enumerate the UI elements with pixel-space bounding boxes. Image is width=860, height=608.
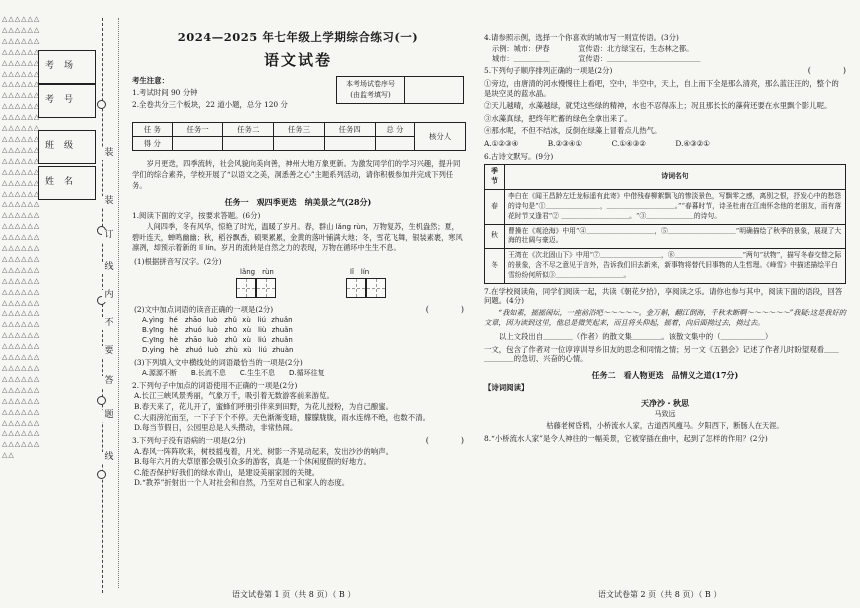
- pinyin-boxes: lǎng rùn lǐ lín: [128, 268, 468, 302]
- page-footer-2: 语文试卷第 2 页（共 8 页）（ B ）: [598, 589, 722, 599]
- question-1: 1.阅读下面的文字，按要求答题。(6分): [132, 210, 261, 220]
- score-cell[interactable]: [274, 137, 325, 151]
- option[interactable]: D.“教养”折射出一个人对社会和自然，乃至对自己和家人的态度。: [134, 478, 350, 488]
- score-table: 任 务 任务一 任务二 任务三 任务四 总 分 核分人 得 分: [132, 122, 466, 151]
- binding-char: 要: [102, 346, 116, 358]
- binding-char: 不: [102, 318, 116, 330]
- option[interactable]: A.春风一阵阵吹来，树枝摇曳着，月光、树影一齐晃动起来，发出沙沙的响声。: [134, 446, 393, 456]
- decorative-border: △△△△△△△△△△△△△△△△△△△△△△△△△△△△△△△△△△△△△△△△△△△△△△△△△△△△△△△△△△△△△△△△△△△△△△△△△△△△△△△△△△△△△△△△△△△△△△△△△△△△△△△△△△△△△△△△△△△△△△△△△△△△△△△△△△△△△△△△△△△△△△△△△△△△△△△△△△△△△△△△△△△△△△△△△△△△△△△△△△△△△△△△△△△△△△△△△△△△△△△△△△△△△△△△△△△△△△△△△△△△△△△△△△△△△△△△△△△△△△△△△△: [2, 15, 41, 460]
- poem-row[interactable]: 曹操在《观沧海》中用“④＿＿＿＿＿＿＿＿＿＿，⑤＿＿＿＿＿＿＿＿＿＿”明确描绘了秋季的景象，展现了大海的壮阔与豪迈。: [505, 224, 846, 249]
- option[interactable]: C.能否保护好我们的绿水青山，是建设美丽家园的关键。: [134, 467, 320, 477]
- binding-char: 装: [102, 148, 116, 160]
- binding-char: 内: [102, 290, 116, 302]
- exam-title: 2024—2025 年七年级上学期综合练习(一): [177, 30, 419, 44]
- reading-passage: 人间四季，冬有风华，惊艳了时光，温暖了岁月。春，群山 lǎng rùn，万物复苏，生机盎然；夏，碧叶连天，蝉鸣幽幽；秋，稻谷飘香，硕果累累，金黄的落叶铺满大地；冬，雪花飞舞，银装素裹，寒风凛冽，却预示着新的 lǐ lín。岁月的流转是自然之力的表现，万物在循环中生生不息。: [132, 222, 463, 253]
- seat-number-input[interactable]: [405, 77, 463, 103]
- cut-line: [118, 18, 119, 588]
- score-cell[interactable]: [172, 137, 223, 151]
- task1-title: 任务一 观四季更迭 纳美景之气(28分): [224, 197, 372, 208]
- poem-table: 季节 诗词名句 春 李白在《闻王昌龄左迁龙标遥有此寄》中借残春柳絮飘飞的惨淡景色，写飘零之感，离别之恨，抒发心中的愁怨的诗句是“①＿＿＿＿＿＿＿＿，＿＿＿＿＿＿＿＿＿＿。”“春暮时节，诗圣杜甫在江南怀念他的老朋友，而有落花时节又逢君”② ＿＿＿＿＿＿＿＿＿＿。“③＿＿＿＿＿＿＿的诗句。 秋 曹操在《观沧海》中用“④＿＿＿＿＿＿＿＿＿＿，⑤＿＿＿＿＿＿＿＿＿＿”明确描绘了秋季的景象，展现了大海的壮阔与豪迈。 冬 王湾在《次北固山下》中用“⑦＿＿＿＿＿＿＿＿＿，⑧＿＿＿＿＿＿＿＿＿＿”两句“状物”，描写冬春交替之际的景象，含不尽之意见于言外，告诉我们旧去新来，新事物将替代旧事物的人生哲理。《峰雪》中描述描绘平白雪纷纷何所似③＿＿＿＿＿＿＿＿＿＿。: [484, 164, 846, 283]
- notice: 考生注意： 1.考试时间 90 分钟 2.全卷共分三个板块，22 道小题，总分 120 分: [132, 76, 288, 109]
- sentence: ②天儿越晴，水藻越绿，就凭这些绿的精神，水也不忍得冻上；况且那长长的藻荷还要在水里飘个影儿呢。: [484, 101, 832, 111]
- binding-char: 线: [102, 452, 116, 464]
- binding-hole: [97, 100, 106, 109]
- binding-char: 装: [102, 196, 116, 208]
- seat-number-box[interactable]: 本考场试卷序号 (由监考填写): [336, 76, 464, 104]
- option[interactable]: C.yīng hè zhāo luò zhǔ xù liú zhuǎn: [142, 335, 293, 344]
- option[interactable]: B.每年六月的大草原都会吸引众多的游客，真是一个休闲度假的好地方。: [134, 457, 371, 467]
- section-label: 【诗词阅读】: [484, 383, 529, 393]
- intro-paragraph: 岁月更迭，四季流转，社会风貌向美向善，神州大地万象更新。为激发同学们的学习兴趣，提升同学们的综合素养，学校开展了“以语文之美，洞悉善之心”主题系列活动，请你积极参加并完成下列任务。: [132, 159, 461, 190]
- class-field[interactable]: 班级: [38, 130, 96, 164]
- question-1-3: (3)下列填入文中横线处的词语最恰当的一项是(2分): [134, 358, 303, 368]
- option[interactable]: A.①②③④ B.②③④① C.①④③② D.④③②①: [484, 139, 710, 149]
- binding-char: 线: [102, 262, 116, 274]
- poem-author: 马致远: [654, 410, 676, 419]
- option[interactable]: A.源源不断 B.长流不息 C.生生不息 D.循环往复: [142, 368, 325, 377]
- option[interactable]: A.yìng hé zhāo luò zhǔ xù liú zhuǎn: [142, 315, 293, 324]
- binding-char: 订: [102, 230, 116, 242]
- question-7: 7.在学校阅读角，同学们阅读一起，共读《朝花夕拾》，享阅读之乐。请你也参与其中，阅读下面的语段，回答问题。(4分): [484, 286, 843, 306]
- task2-title: 任务二 看人物更迭 品情义之道(17分): [591, 369, 739, 380]
- subject-title: 语文试卷: [263, 50, 332, 69]
- page-footer-1: 语文试卷第 1 页（共 8 页）（ B ）: [232, 589, 356, 599]
- char-box-group[interactable]: [346, 278, 386, 298]
- binding-strip: [0, 0, 128, 608]
- question-8: 8.“小桥流水人家”是令人神往的一幅美景，它被穿插在曲中，起到了怎样的作用？(2分): [484, 433, 768, 443]
- poem-row[interactable]: 李白在《闻王昌龄左迁龙标遥有此寄》中借残春柳絮飘飞的惨淡景色，写飘零之感，离别之恨，抒发心中的愁怨的诗句是“①＿＿＿＿＿＿＿＿，＿＿＿＿＿＿＿＿＿＿。”“春暮时节，诗圣杜甫在江南怀念他的老朋友，而有落花时节又逢君”② ＿＿＿＿＿＿＿＿＿＿。“③＿＿＿＿＿＿＿的诗句。: [505, 190, 846, 225]
- right-page: [484, 30, 846, 443]
- left-page: [128, 30, 468, 488]
- question-3: 3.下列句子没有语病的一项是(2分) ( ): [132, 435, 464, 445]
- option[interactable]: B.春天来了，花儿开了，蜜蜂们呼朋引伴来到田野，为花儿授粉，为自己酿蜜。: [134, 402, 394, 412]
- option[interactable]: B.yīng hè zhuó luò zhū xù liù zhuǎn: [142, 325, 293, 334]
- exam-number-field[interactable]: 考号: [38, 84, 96, 118]
- char-box-group[interactable]: [236, 278, 276, 298]
- exam-room-field[interactable]: 考场: [38, 50, 96, 84]
- sentence: ①旁边，由唐清的河水慢慢往上看吧，空中，半空中，天上，自上而下全是那么清亮，那么蓝汪汪的，整个的是块空灵的蓝水晶。: [484, 78, 839, 98]
- question-1-1: (1)根据拼音写汉字。(2分): [134, 256, 222, 266]
- name-field[interactable]: 姓名: [38, 166, 96, 200]
- score-cell[interactable]: [223, 137, 274, 151]
- score-cell[interactable]: [375, 137, 415, 151]
- answer-line[interactable]: 城市：＿＿＿＿＿ 宣传语：＿＿＿＿＿＿＿＿＿＿＿＿＿: [492, 53, 701, 63]
- quoted-passage: “我如素，摇摇闹坛，一座前浴吧～～～～～。金万斛，翻江倒海，千秋未断啊～～～～～～”我疑:这是我好的文章，因为读到这里，他总是微笑起来，而且将头仰起，摇着，向后面拗过去，拗过去。: [484, 308, 846, 328]
- poem-row[interactable]: 王湾在《次北固山下》中用“⑦＿＿＿＿＿＿＿＿＿，⑧＿＿＿＿＿＿＿＿＿＿”两句“状物”，描写冬春交替之际的景象，含不尽之意见于言外，告诉我们旧去新来，新事物将替代旧事物的人生哲理。《峰雪》中描述描绘平白雪纷纷何所似③＿＿＿＿＿＿＿＿＿＿。: [505, 249, 846, 284]
- sentence: ③水藻真绿，把终年贮蓄的绿色全拿出来了。: [484, 113, 632, 123]
- poem-body: 枯藤老树昏鸦，小桥流水人家，古道西风瘦马。夕阳西下，断肠人在天涯。: [546, 421, 784, 431]
- fill-blank[interactable]: 以上文段出自＿＿＿＿（作者）的散文集＿＿＿＿。该散文集中的（＿＿＿＿＿＿）: [498, 331, 773, 341]
- option[interactable]: D.yìng hè zhuó luò zhù xù liú zhuàn: [142, 346, 294, 355]
- notice-row: [128, 76, 468, 116]
- question-4: 4.请参照示例，选择一个你喜欢的城市写一则宣传语。(3分): [484, 33, 679, 42]
- option[interactable]: A.长江三峡风景秀丽，气象万千，吸引着无数游客前来游览。: [134, 391, 334, 401]
- question-2: 2.下列句子中加点的词语使用不正确的一项是(2分): [132, 380, 298, 390]
- score-cell[interactable]: [324, 137, 375, 151]
- binding-char: 答: [102, 376, 116, 388]
- binding-hole: [97, 470, 106, 479]
- fill-blank[interactable]: 一文，包含了作者对一位谆谆训导乡旧友的思念和同情之情；另一文《五猖会》记述了作者儿时盼望观看＿＿＿＿＿＿的急切、兴奋的心情。: [484, 344, 839, 364]
- question-1-2: (2)文中加点词语的读音正确的一项是(2分) ( ): [134, 305, 464, 315]
- question-5: 5.下列句子顺序排列正确的一项是(2分) ( ): [484, 66, 846, 76]
- example: 示例：城市：伊春 宣传语：北方绿宝石，生态林之都。: [492, 43, 694, 53]
- question-6: 6.古诗文默写。(9分): [484, 151, 554, 161]
- binding-hole: [97, 396, 106, 405]
- option[interactable]: C.大雨滂沱而至，一下子下个不停。天色渐渐变暗，朦朦胧胧，雨水连绵不绝，也数不清。: [134, 412, 430, 422]
- poem-title: 天净沙・秋思: [641, 397, 689, 408]
- option[interactable]: D.每当节假日，公园里总是人头攒动，非常热闹。: [134, 423, 298, 433]
- binding-char: 题: [102, 410, 116, 422]
- sentence: ④那水呢，不但不结冰，反倒在绿藻上冒着点儿热气。: [484, 126, 662, 136]
